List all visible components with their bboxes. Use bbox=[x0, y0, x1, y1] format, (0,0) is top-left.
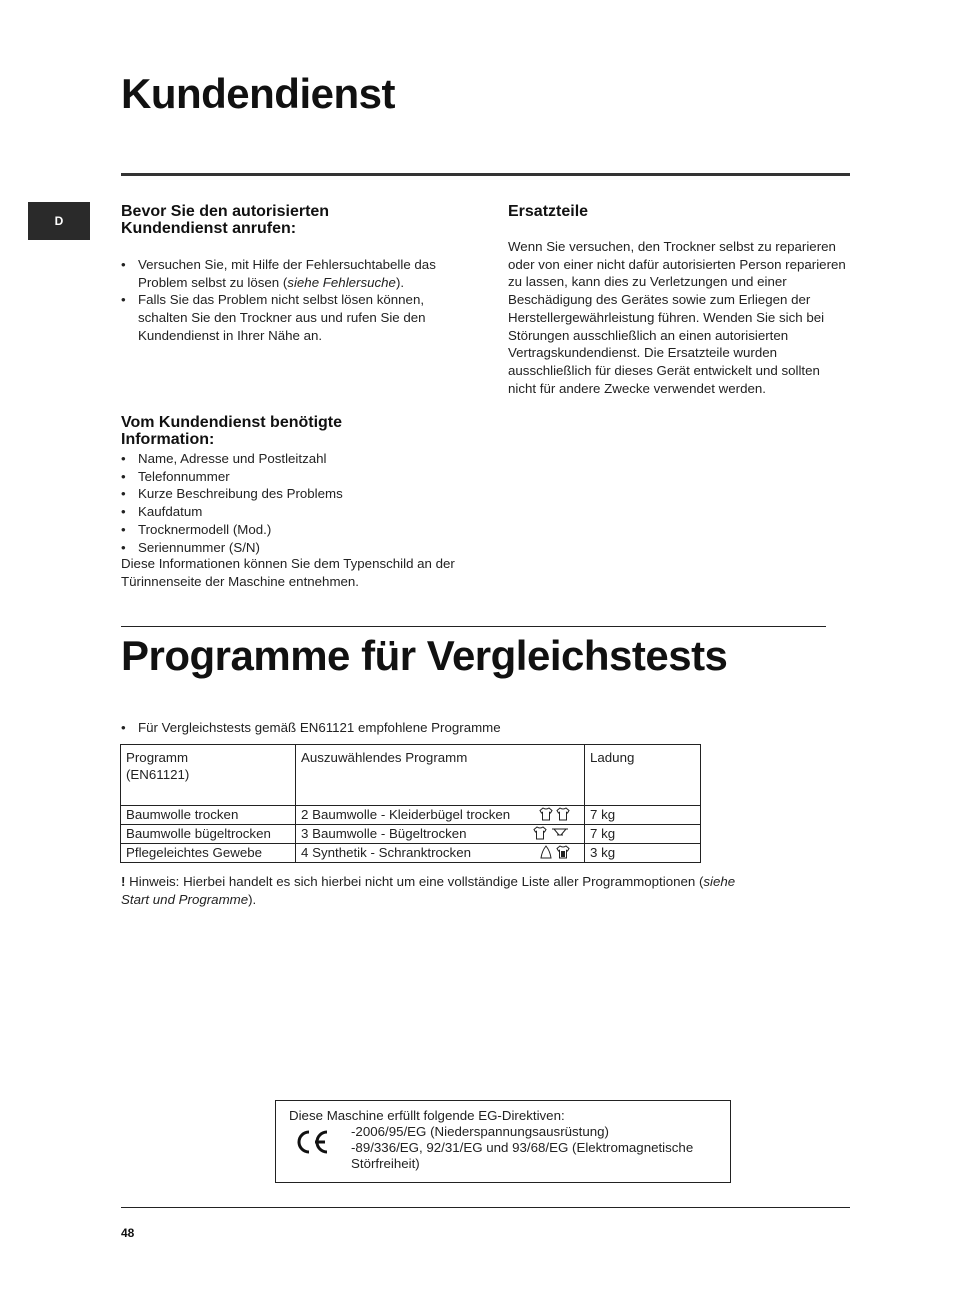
section-rule bbox=[121, 626, 826, 627]
ce-directive-1: -2006/95/EG (Niederspannungsausrüstung) bbox=[351, 1124, 609, 1139]
title-rule bbox=[121, 173, 850, 176]
ce-intro: Diese Maschine erfüllt folgende EG-Direktiven: bbox=[289, 1108, 565, 1123]
shirt-icon bbox=[533, 826, 547, 840]
list-item: • Name, Adresse und Postleitzahl bbox=[121, 450, 461, 468]
table-cell: 2 Baumwolle - Kleiderbügel trocken bbox=[296, 806, 585, 825]
table-cell: 3 kg bbox=[585, 844, 701, 863]
list-item: • Versuchen Sie, mit Hilfe der Fehlersuchtabelle das Problem selbst zu lösen (siehe Fehlersuche). bbox=[121, 256, 461, 291]
synthetic-icon bbox=[539, 845, 553, 859]
cupboard-shirt-icon bbox=[556, 845, 570, 859]
header-cell: Auszuwählendes Programm bbox=[296, 745, 585, 806]
language-tab: D bbox=[28, 202, 90, 240]
ce-logo bbox=[294, 1128, 330, 1156]
footer-rule bbox=[121, 1207, 850, 1208]
iron-icon bbox=[550, 826, 570, 840]
cross-reference: siehe Fehlersuche bbox=[287, 274, 396, 290]
table-cell: Baumwolle trocken bbox=[121, 806, 296, 825]
comparison-intro bbox=[121, 719, 721, 737]
comparison-table bbox=[120, 744, 701, 863]
table-row bbox=[121, 806, 701, 825]
list-item: • Seriennummer (S/N) bbox=[121, 539, 461, 557]
list-item: • Kurze Beschreibung des Problems bbox=[121, 485, 461, 503]
info-needed-note: Diese Informationen können Sie dem Typenschild an der Türinnenseite der Maschine entnehmen. bbox=[121, 556, 455, 589]
page-title: Kundendienst bbox=[121, 70, 395, 117]
comparison-note: ! Hinweis: Hierbei handelt es sich hierbei nicht um eine vollständige Liste aller Programmoptionen (siehe Start und Programme). bbox=[121, 874, 736, 907]
list-item: • Kaufdatum bbox=[121, 503, 461, 521]
header-cell: Programm (EN61121) bbox=[121, 745, 296, 806]
list-item: • Falls Sie das Problem nicht selbst lösen können, schalten Sie den Trockner aus und rufen Sie den Kundendienst in Ihrer Nähe an. bbox=[121, 291, 461, 344]
info-needed-list bbox=[121, 450, 461, 556]
ce-directive-2: -89/336/EG, 92/31/EG und 93/68/EG (Elektromagnetische Störfreiheit) bbox=[351, 1140, 694, 1171]
table-cell: 3 Baumwolle - Bügeltrocken bbox=[296, 825, 585, 844]
shirt-icon bbox=[539, 807, 553, 821]
page-number: 48 bbox=[121, 1226, 135, 1240]
table-row bbox=[121, 825, 701, 844]
list-item: • Trocknermodell (Mod.) bbox=[121, 521, 461, 539]
header-cell: Ladung bbox=[585, 745, 701, 806]
table-cell: Pflegeleichtes Gewebe bbox=[121, 844, 296, 863]
table-cell: 7 kg bbox=[585, 806, 701, 825]
list-item: • Für Vergleichstests gemäß EN61121 empfohlene Programme bbox=[121, 719, 721, 737]
table-header-row bbox=[121, 745, 701, 806]
before-call-list bbox=[121, 256, 461, 345]
table-cell: 7 kg bbox=[585, 825, 701, 844]
table-row bbox=[121, 844, 701, 863]
list-item: • Telefonnummer bbox=[121, 468, 461, 486]
table-cell: Baumwolle bügeltrocken bbox=[121, 825, 296, 844]
table-cell: 4 Synthetik - Schranktrocken bbox=[296, 844, 585, 863]
warning-mark: ! bbox=[121, 874, 126, 889]
cross-reference: siehe Start und Programme bbox=[121, 874, 736, 907]
shirt-icon bbox=[556, 807, 570, 821]
info-needed-heading: Vom Kundendienst benötigte Information: bbox=[121, 414, 343, 448]
ce-compliance-box bbox=[275, 1100, 731, 1183]
spare-parts-text: Wenn Sie versuchen, den Trockner selbst zu reparieren oder von einer nicht dafür autorisierten Person reparieren zu lassen, kann dies zu Verletzungen und einer Beschädigung des Gerätes sowie zum Erliegen der Herstellergewährleistung führen. Wenden Sie sich bei Störungen ausschließlich an einen autorisierten Vertragskundendienst. Die Ersatzteile wurden ausschließlich für dieses Gerät entwickelt und sollten nicht für andere Zwecke verwendet werden. bbox=[508, 239, 846, 396]
spare-parts-heading: Ersatzteile bbox=[508, 203, 589, 220]
before-call-heading: Bevor Sie den autorisierten Kundendienst anrufen: bbox=[121, 203, 330, 237]
comparison-title: Programme für Vergleichstests bbox=[121, 632, 728, 679]
